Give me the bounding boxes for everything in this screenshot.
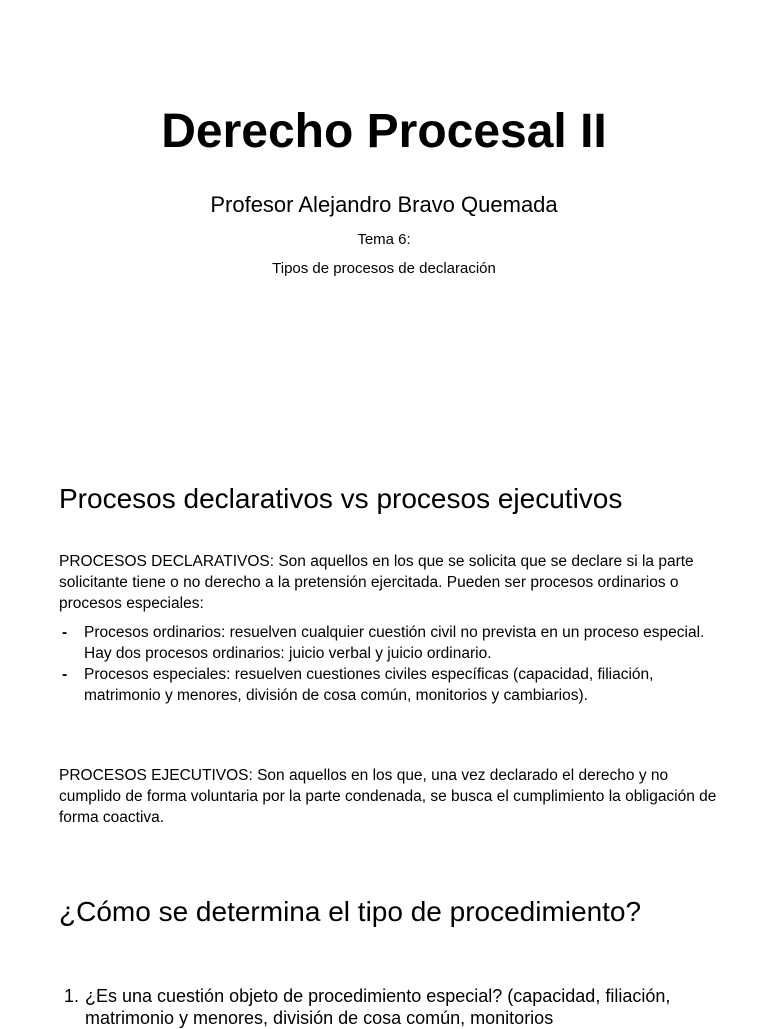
professor-name: Profesor Alejandro Bravo Quemada [210, 192, 558, 217]
bullet-dash: - [62, 624, 68, 641]
list-item-text: ¿Es una cuestión objeto de procedimiento especial? (capacidad, filiación, matrimonio y menores, división de cosa común, monitorios [85, 986, 671, 1028]
section-heading-tipo-procedimiento: ¿Cómo se determina el tipo de procedimiento? [59, 896, 642, 927]
list-item [59, 622, 724, 664]
declarativos-paragraph: PROCESOS DECLARATIVOS: Son aquellos en los que se solicita que se declare si la parte solicitante tiene o no derecho a la pretensión ejercitada. Pueden ser procesos ordinarios o procesos especiales: [59, 553, 694, 612]
list-item-text: Procesos especiales: resuelven cuestiones civiles específicas (capacidad, filiación, matrimonio y menores, división de cosa común, monitorios y cambiarios). [84, 666, 654, 704]
bullet-dash: - [62, 666, 68, 683]
list-item-number: 1. [64, 986, 80, 1006]
process-types-list [59, 622, 724, 706]
topic-number: Tema 6: [357, 231, 411, 248]
list-item [59, 664, 724, 706]
document-title: Derecho Procesal II [161, 105, 607, 158]
list-item [59, 985, 759, 1029]
section-heading-declarativos-vs-ejecutivos: Procesos declarativos vs procesos ejecutivos [59, 483, 623, 514]
list-item-text: Procesos ordinarios: resuelven cualquier cuestión civil no prevista en un proceso especial. Hay dos procesos ordinarios: juicio verbal y juicio ordinario. [84, 624, 705, 662]
procedure-questions-list [59, 985, 759, 1029]
topic-title: Tipos de procesos de declaración [272, 260, 496, 277]
ejecutivos-paragraph: PROCESOS EJECUTIVOS: Son aquellos en los que, una vez declarado el derecho y no cumplido de forma voluntaria por la parte condenada, se busca el cumplimiento la obligación de forma coactiva. [59, 767, 717, 826]
